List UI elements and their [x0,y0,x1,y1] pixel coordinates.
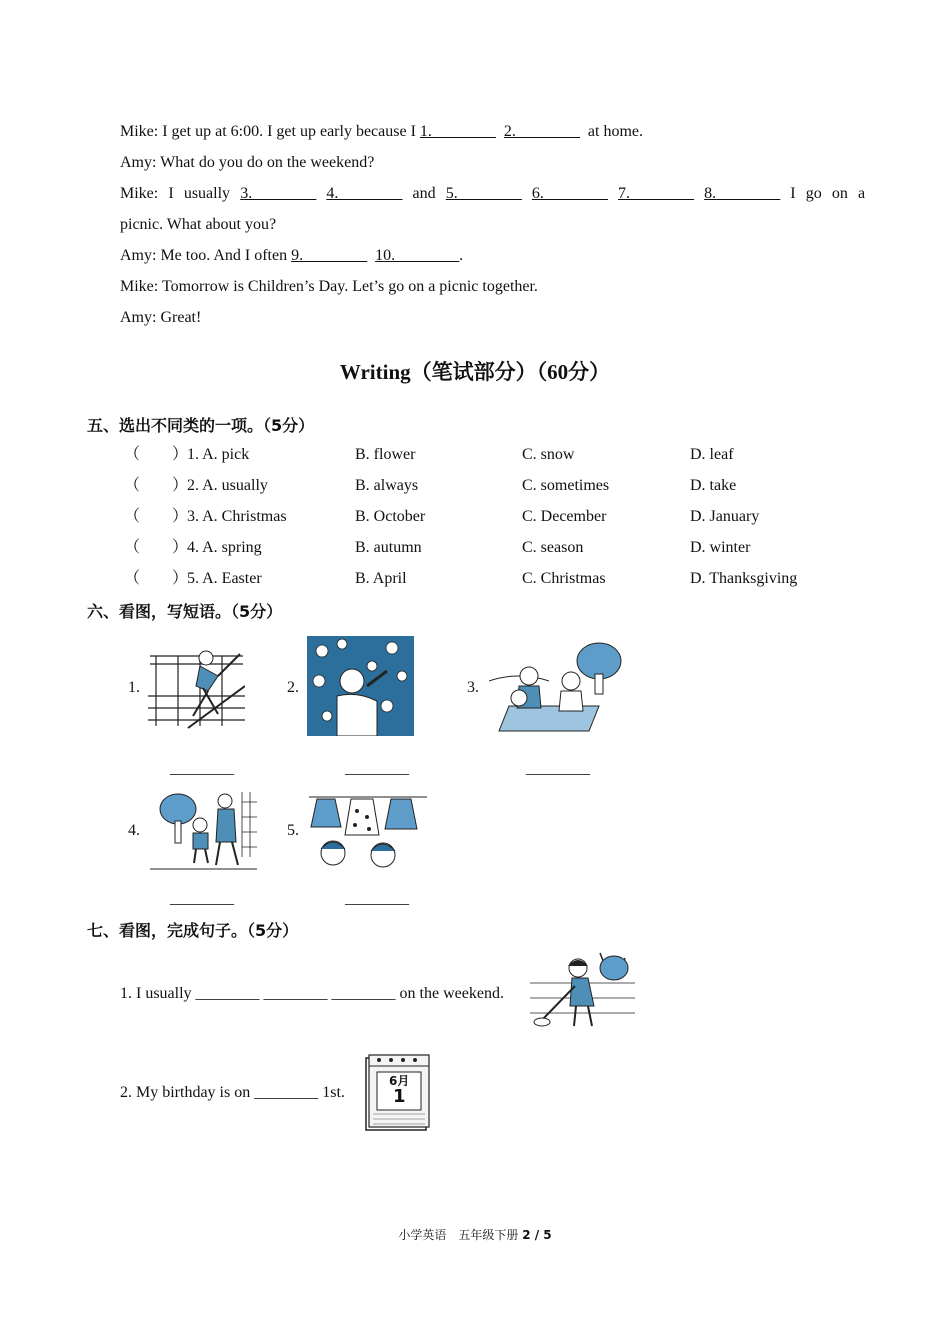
picture-label: 3. [467,679,479,696]
option-a: 2. A. usually [187,477,268,494]
picture-label: 1. [128,679,140,696]
page-number: 2 / 5 [522,1228,552,1242]
calendar-day: 1 [393,1086,406,1107]
calendar-illustration [363,1052,431,1132]
option-c: C. sometimes [522,477,610,494]
girl-mopping-floor-illustration [530,948,635,1034]
picture-label: 4. [128,822,140,839]
answer-blank[interactable]: 10.________ [375,247,460,264]
answer-blank[interactable]: 7.________ [618,185,694,202]
option-d: D. take [690,477,737,494]
answer-blank[interactable]: 8.________ [704,185,781,202]
answer-blank[interactable]: 1.________ [419,123,496,140]
sentence-1[interactable]: 1. I usually ________ ________ ________ on the weekend. [120,985,504,1002]
option-a: 1. A. pick [187,446,250,463]
answer-blank[interactable]: 9.________ [291,247,368,264]
picking-apples-illustration [307,636,414,736]
sentence-2[interactable]: 2. My birthday is on ________ 1st. [120,1084,345,1101]
answer-blank[interactable]: 4.________ [326,185,403,202]
option-c: C. December [522,508,607,525]
page-footer: 小学英语 五年级下册 2 / 5 [398,1228,552,1242]
phrase-answer-blank[interactable]: ________ [170,890,234,907]
dialogue-line-3: Mike: I usually 3.________ 4.________ and 5.________ 6.________ 7.________ 8.________ I go on a [120,185,866,202]
section-7-title: 七、看图，完成句子。（5分） [87,921,299,940]
answer-blank[interactable]: 6.________ [531,185,608,202]
dresses-illustration [307,787,429,879]
option-a: 4. A. spring [187,539,262,556]
dialogue-line-4: picnic. What about you? [120,216,277,233]
answer-blank[interactable]: 3.________ [240,185,317,202]
answer-paren[interactable]: （ ） [124,446,189,463]
dialogue-line-2: Amy: What do you do on the weekend? [120,154,375,171]
answer-paren[interactable]: （ ） [124,508,189,525]
dialogue-line-5: Amy: Me too. And I often 9.________ 10.________. [120,247,464,264]
section-5-title: 五、选出不同类的一项。（5分） [87,416,315,435]
calendar-month: 6月 [389,1074,410,1088]
option-b: B. April [355,570,407,587]
answer-blank[interactable]: 2.________ [503,123,580,140]
option-a: 5. A. Easter [187,570,262,587]
section-6-title: 六、看图，写短语。（5分） [87,602,283,621]
dialogue-line-6: Mike: Tomorrow is Children’s Day. Let’s go on a picnic together. [120,278,538,295]
option-b: B. October [355,508,426,525]
option-d: D. leaf [690,446,734,463]
option-d: D. January [690,508,760,525]
option-a: 3. A. Christmas [187,508,287,525]
phrase-answer-blank[interactable]: ________ [170,760,234,777]
picture-label: 5. [287,822,299,839]
answer-blank[interactable]: 5.________ [445,185,522,202]
option-c: C. Christmas [522,570,606,587]
dialogue-line-7: Amy: Great! [120,309,202,326]
answer-paren[interactable]: （ ） [124,539,189,556]
girl-climbing-fence-illustration [148,636,245,731]
option-c: C. season [522,539,584,556]
option-c: C. snow [522,446,575,463]
dialogue-line-1: Mike: I get up at 6:00. I get up early because I 1.________ 2.________ at home. [120,123,643,140]
picnic-illustration [489,636,629,736]
option-b: B. always [355,477,419,494]
phrase-answer-blank[interactable]: ________ [345,890,409,907]
option-b: B. autumn [355,539,422,556]
phrase-answer-blank[interactable]: ________ [345,760,409,777]
picture-label: 2. [287,679,299,696]
phrase-answer-blank[interactable]: ________ [526,760,590,777]
answer-paren[interactable]: （ ） [124,477,189,494]
walking-with-mother-illustration [150,787,257,879]
option-b: B. flower [355,446,416,463]
option-d: D. Thanksgiving [690,570,798,587]
writing-heading: Writing（笔试部分）（60分） [339,360,611,384]
answer-paren[interactable]: （ ） [124,570,189,587]
option-d: D. winter [690,539,751,556]
